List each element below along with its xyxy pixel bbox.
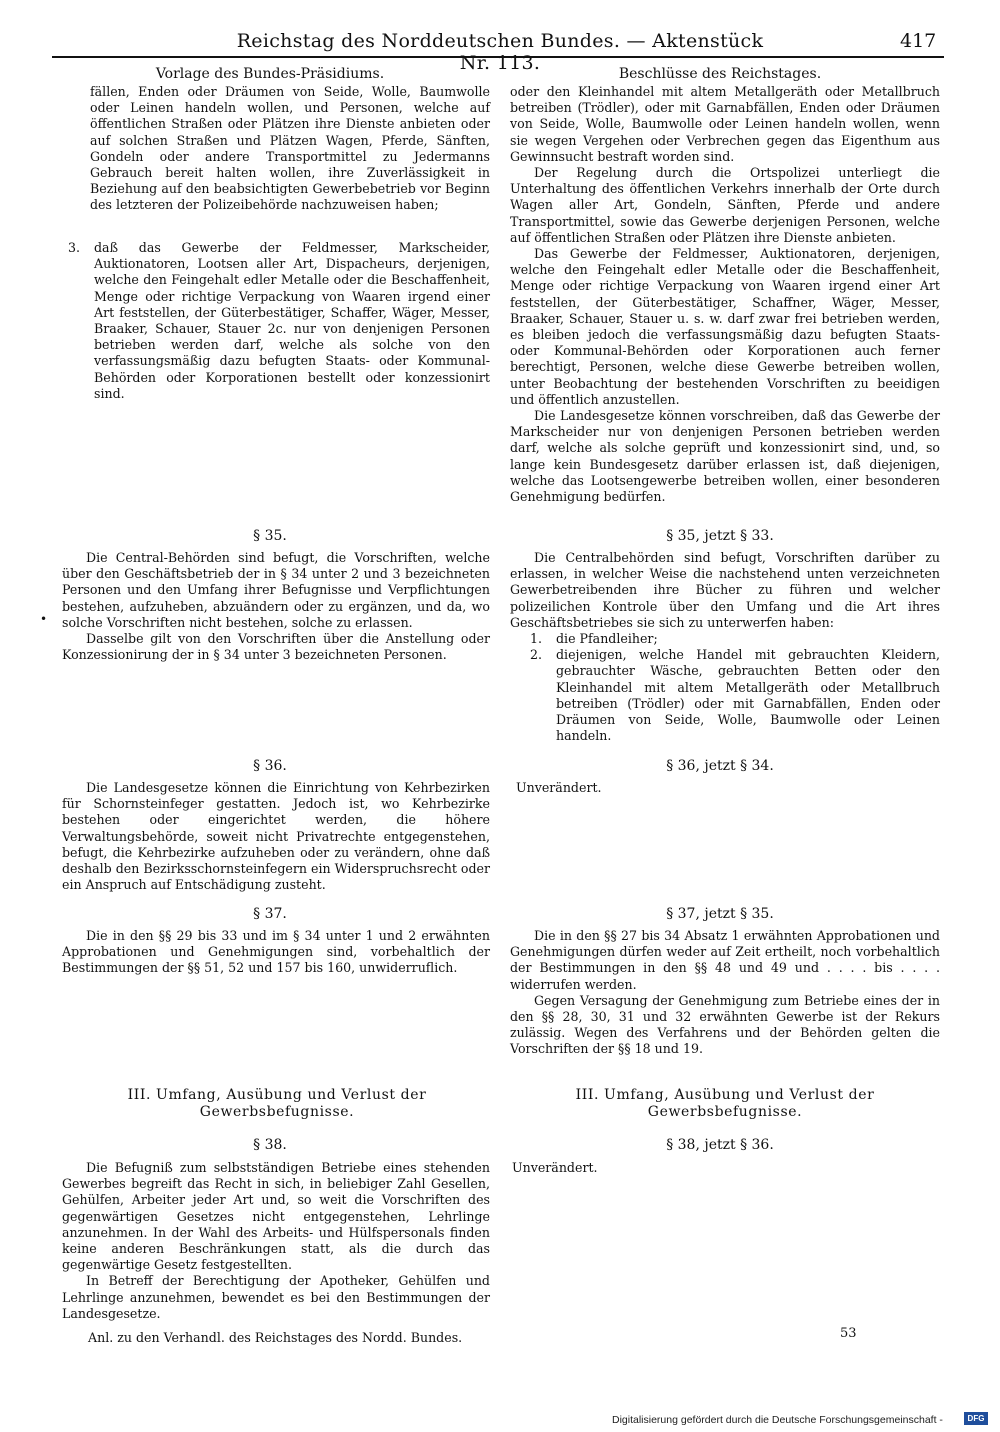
dfg-logo: DFG	[964, 1412, 988, 1425]
left-s38-paragraph-1: Die Befugniß zum selbstständigen Betriebe eines stehenden Gewerbes begreift das Recht in sich, in beliebiger Zahl Gesellen, Gehülfen, Arbeiter jeder Art und, so weit die Vorschriften des gegenwärtigen Gesetzes nicht entgegenstehen, Lehrlinge anzunehmen. In der Wahl des Arbeits- und Hülfspersonals finden keine anderen Beschränkungen statt, als die durch das gegenwärtige Gesetz festgestellten.	[62, 1160, 490, 1273]
right-intro-paragraph-4: Die Landesgesetze können vorschreiben, daß das Gewerbe der Markscheider nur von denjenigen Personen betrieben werden darf, welche als solche geprüft und konzessionirt sind, und, so lange kein Bundesgesetz darüber erlassen ist, daß diejenigen, welche das Lootsengewerbe betreiben wollen, einer besonderen Genehmigung bedürfen.	[510, 408, 940, 505]
left-s35-body	[62, 550, 490, 680]
left-s38-title: § 38.	[253, 1137, 287, 1153]
left-intro-paragraph: fällen, Enden oder Dräumen von Seide, Wolle, Baumwolle oder Leinen handeln wollen, und Personen, welche auf öffentlichen Straßen oder Plätzen ihre Dienste anbieten oder auf solchen Straßen und Plätzen Wagen, Pferde, Sänften, Gondeln oder andere Transportmittel zu Jedermanns Gebrauch bereit halten wollen, ihre Zuverlässigkeit in Beziehung auf den beabsichtigten Gewerbebetrieb vor Beginn des letzteren der Polizeibehörde nachzuweisen haben;	[90, 84, 490, 213]
right-s36-body	[516, 780, 936, 796]
left-item-3-number: 3.	[68, 240, 81, 255]
right-s37-paragraph-1: Die in den §§ 27 bis 34 Absatz 1 erwähnten Approbationen und Genehmigungen dürfen weder auf Zeit ertheilt, noch vorbehaltlich der Bestimmungen in den §§ 48 und 49 und . . . . bis . . . . widerrufen werden.	[510, 928, 940, 992]
right-s37-paragraph-2: Gegen Versagung der Genehmigung zum Betriebe eines der in den §§ 28, 30, 31 und 32 erwähnten Gewerbe ist der Rekurs zulässig. Wegen des Verfahrens und der Behörden gelten die Vorschriften der §§ 18 und 19.	[510, 992, 940, 1057]
left-s35-paragraph-1: Die Central-Behörden sind befugt, die Vorschriften, welche über den Geschäftsbetrieb der in § 34 unter 2 und 3 bezeichneten Personen und den Umfang ihrer Befugnisse und Verpflichtungen bestehen, aufzuheben, abzuändern oder zu ergänzen, und da, wo solche Vorschriften nicht bestehen, solche zu erlassen.	[62, 550, 490, 630]
right-s35-item-2-text: diejenigen, welche Handel mit gebrauchten Kleidern, gebrauchter Wäsche, gebrauchten Betten oder den Kleinhandel mit altem Metallgeräth oder Metallbruch betreiben (Trödler) oder mit Garnabfällen, Enden oder Dräumen von Seide, Wolle, Baumwolle oder Leinen handeln.	[556, 647, 940, 744]
right-intro-paragraph-2: Der Regelung durch die Ortspolizei unterliegt die Unterhaltung des öffentlichen Verkehrs innerhalb der Orte durch Wagen aller Art, Gondeln, Sänften, Pferde und andere Transportmittel, sowie das Gewerbe derjenigen Personen, welche auf öffentlichen Straßen oder Plätzen ihre Dienste anbieten.	[510, 165, 940, 245]
page-number: 417	[900, 30, 937, 52]
right-intro-paragraph-3: Das Gewerbe der Feldmesser, Auktionatoren, derjenigen, welche den Feingehalt edler Metalle oder die Beschaffenheit, Menge oder richtige Verpackung von Waaren irgend einer Art feststellen, der Güterbestätiger, Schaffner, Wäger, Messer, Braaker, Schauer, Stauer u. s. w. darf zwar frei betrieben werden, es bleiben jedoch die verfassungsmäßig dazu befugten Staats- oder Kommunal-Behörden oder Korporationen auch ferner berechtigt, Personen, welche diese Gewerbe betreiben wollen, unter Beobachtung der bestehenden Vorschriften zu beeidigen und öffentlich anzustellen.	[510, 246, 940, 407]
left-s37-paragraph-1: Die in den §§ 29 bis 33 und im § 34 unter 1 und 2 erwähnten Approbationen und Genehmigungen sind, vorbehaltlich der Bestimmungen der §§ 51, 52 und 157 bis 160, unwiderruflich.	[62, 928, 490, 976]
right-s38-title: § 38, jetzt § 36.	[666, 1137, 774, 1153]
right-s37-title: § 37, jetzt § 35.	[666, 906, 774, 922]
right-intro-body	[510, 84, 940, 516]
right-s35-paragraph-1: Die Centralbehörden sind befugt, Vorschriften darüber zu erlassen, in welcher Weise die nachstehend unten verzeichneten Gewerbetreibenden ihre Bücher zu führen und welcher polizeilichen Kontrole über den Umfang und die Art ihres Geschäftsbetriebes sie sich zu unterwerfen haben:	[510, 550, 940, 630]
right-s38-body	[512, 1160, 932, 1176]
left-s38-paragraph-2: In Betreff der Berechtigung der Apotheker, Gehülfen und Lehrlinge anzunehmen, bewendet es bei den Bestimmungen der Landesgesetze.	[62, 1273, 490, 1321]
page-header-title: Reichstag des Norddeutschen Bundes. — Aktenstück Nr. 113.	[236, 30, 764, 74]
right-s37-body	[510, 928, 940, 1063]
left-s38-body	[62, 1160, 490, 1340]
left-s37-body	[62, 928, 490, 998]
right-s35-item-1-text: die Pfandleiher;	[556, 631, 658, 647]
left-item-3	[68, 240, 490, 405]
left-intro-text	[90, 84, 490, 213]
left-s36-paragraph-1: Die Landesgesetze können die Einrichtung von Kehrbezirken für Schornsteinfeger gestatten. Jedoch ist, wo Kehrbezirke bestehen oder eingerichtet werden, die höhere Verwaltungsbehörde, soweit nicht Privatrechte entgegenstehen, befugt, die Kehrbezirke aufzuheben oder zu verändern, ohne daß deshalb den Bezirksschornsteinfegern ein Widerspruchsrecht oder ein Anspruch auf Entschädigung zusteht.	[62, 780, 491, 893]
right-s35-title: § 35, jetzt § 33.	[666, 528, 774, 544]
left-s37-title: § 37.	[253, 906, 287, 922]
sheet-number: 53	[840, 1326, 857, 1341]
left-section-iii-heading: III. Umfang, Ausübung und Verlust der Gewerbsbefugnisse.	[127, 1087, 427, 1120]
header-rule	[52, 56, 944, 58]
left-column-heading: Vorlage des Bundes-Präsidiums.	[155, 66, 385, 82]
right-s35-item-1-number: 1.	[530, 631, 543, 647]
left-s36-title: § 36.	[253, 758, 287, 774]
right-s35-item-2-number: 2.	[530, 647, 543, 663]
right-s38-paragraph-1: Unverändert.	[512, 1160, 598, 1175]
left-s36-body	[62, 780, 490, 895]
left-footnote: Anl. zu den Verhandl. des Reichstages des Nordd. Bundes.	[88, 1330, 463, 1345]
right-s35-body	[510, 550, 940, 745]
right-s36-paragraph-1: Unverändert.	[516, 780, 602, 795]
right-section-iii-heading: III. Umfang, Ausübung und Verlust der Gewerbsbefugnisse.	[575, 1087, 875, 1120]
left-s35-title: § 35.	[253, 528, 287, 544]
right-s36-title: § 36, jetzt § 34.	[666, 758, 774, 774]
left-s35-paragraph-2: Dasselbe gilt von den Vorschriften über die Anstellung oder Konzessionirung der in § 34 unter 3 bezeichneten Personen.	[62, 631, 490, 663]
right-column-heading: Beschlüsse des Reichstages.	[618, 66, 822, 82]
left-item-3-text: daß das Gewerbe der Feldmesser, Markscheider, Auktionatoren, Lootsen aller Art, Dispacheurs, derjenigen, welche den Feingehalt edler Metalle oder die Beschaffenheit, Menge oder richtige Verpackung von Waaren irgend einer Art feststellen, der Güterbestätiger, Schaffer, Wäger, Messer, Braaker, Schauer, Stauer 2c. nur von denjenigen Personen betrieben werden darf, welche als solche von den verfassungsmäßig dazu befugten Staats- oder Kommunal-Behörden oder Korporationen bestellt oder konzessionirt sind.	[94, 240, 490, 401]
margin-mark: •	[40, 612, 48, 626]
right-intro-paragraph-1: oder den Kleinhandel mit altem Metallgeräth oder Metallbruch betreiben (Trödler), oder mit Garnabfällen, Enden oder Dräumen von Seide, Wolle, Baumwolle oder Leinen handeln wollen, wenn sie wegen Vergehen oder Verbrechen gegen das Eigenthum aus Gewinnsucht bestraft worden sind.	[510, 84, 940, 164]
digitization-credit: Digitalisierung gefördert durch die Deutsche Forschungsgemeinschaft -	[612, 1414, 943, 1426]
